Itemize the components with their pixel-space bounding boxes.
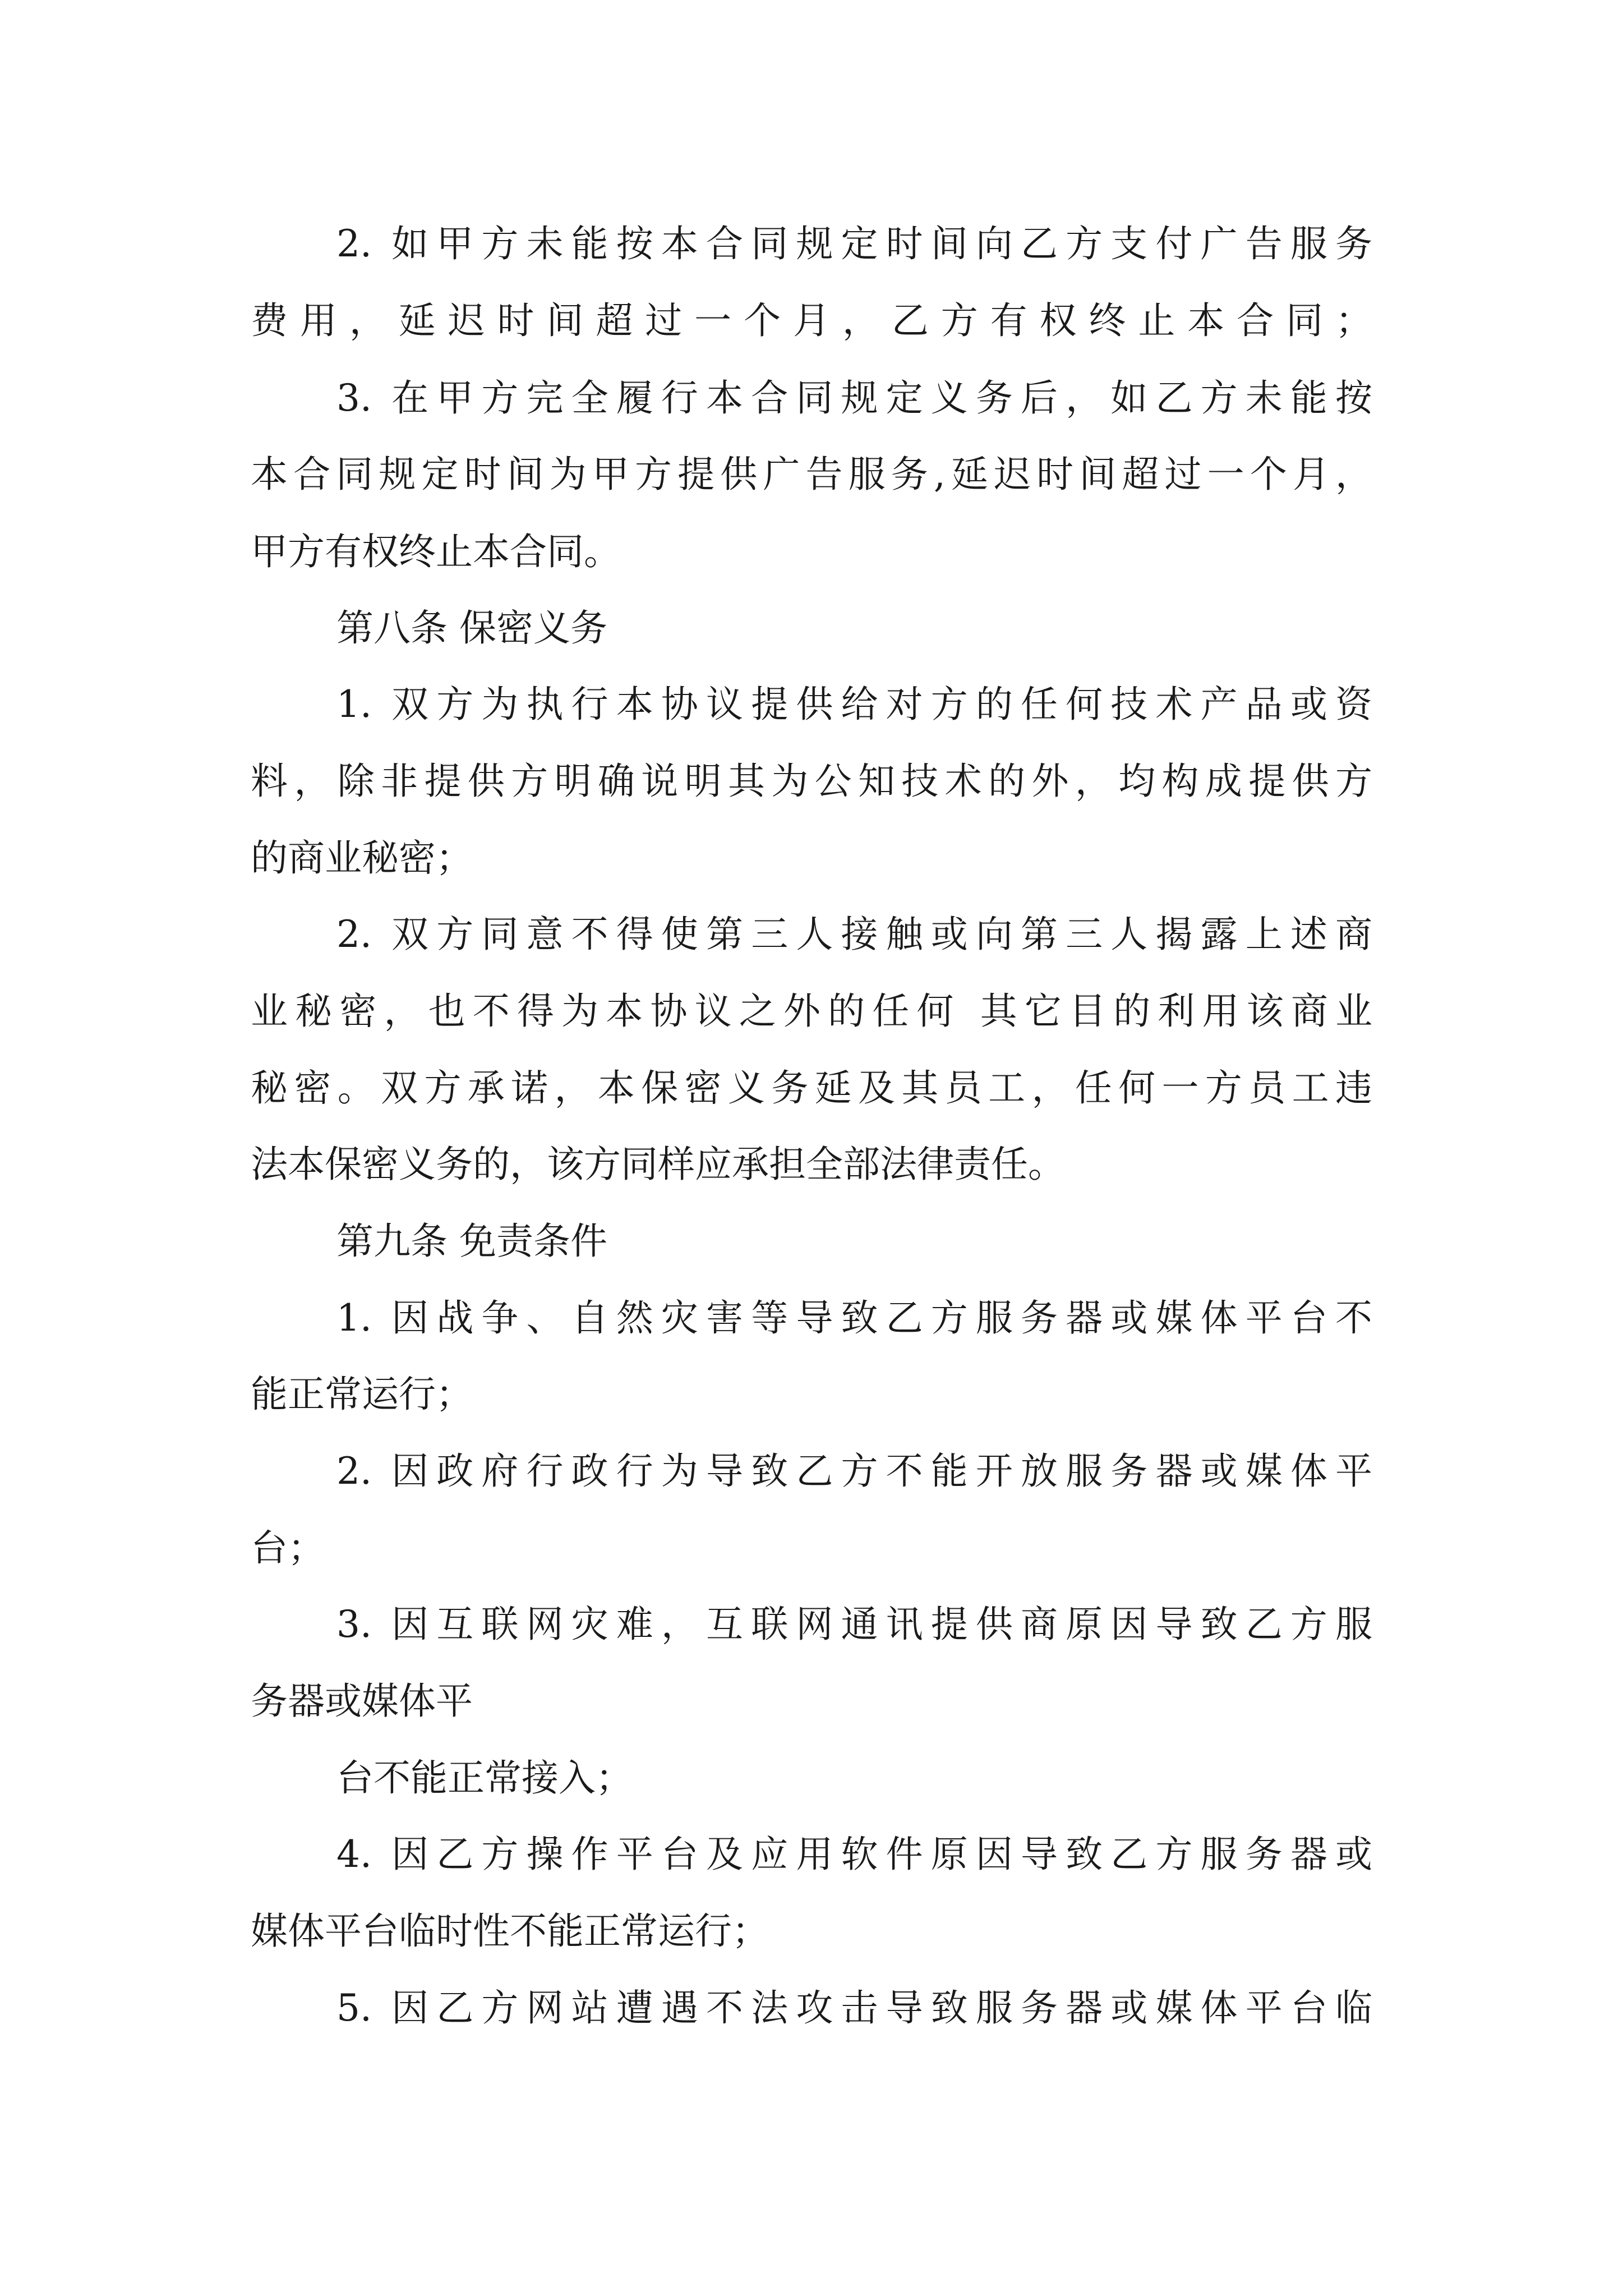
paragraph-line: 料，除非提供方明确说明其为公知技术的外，均构成提供方 <box>251 760 1372 803</box>
paragraph-line: 能正常运行； <box>251 1373 473 1416</box>
paragraph-line: 业秘密，也不得为本协议之外的任何 其它目的利用该商业 <box>251 990 1372 1033</box>
paragraph-line: 2. 因政府行政行为导致乙方不能开放服务器或媒体平 <box>336 1450 1372 1493</box>
section-heading: 第八条 保密义务 <box>336 606 607 650</box>
paragraph-line: 本合同规定时间为甲方提供广告服务,延迟时间超过一个月， <box>251 453 1372 496</box>
paragraph-line: 台； <box>251 1526 325 1570</box>
paragraph-line: 1. 因战争、自然灾害等导致乙方服务器或媒体平台不 <box>336 1296 1372 1340</box>
paragraph-line: 5. 因乙方网站遭遇不法攻击导致服务器或媒体平台临 <box>336 1986 1372 2030</box>
paragraph-line: 2. 如甲方未能按本合同规定时间向乙方支付广告服务 <box>336 222 1372 265</box>
paragraph-line: 务器或媒体平 <box>251 1680 473 1723</box>
paragraph-line: 法本保密义务的，该方同样应承担全部法律责任。 <box>251 1143 1065 1186</box>
paragraph-line: 3. 在甲方完全履行本合同规定义务后，如乙方未能按 <box>336 376 1372 420</box>
paragraph-line: 秘密。双方承诺，本保密义务延及其员工，任何一方员工违 <box>251 1066 1372 1110</box>
paragraph-line: 费用，延迟时间超过一个月，乙方有权终止本合同； <box>251 299 1372 342</box>
paragraph-line: 台不能正常接入； <box>336 1756 633 1800</box>
paragraph-line: 3. 因互联网灾难，互联网通讯提供商原因导致乙方服 <box>336 1603 1372 1646</box>
paragraph-line: 1. 双方为执行本协议提供给对方的任何技术产品或资 <box>336 683 1372 726</box>
paragraph-line: 的商业秘密； <box>251 836 473 880</box>
paragraph-line: 甲方有权终止本合同。 <box>251 530 621 573</box>
section-heading: 第九条 免责条件 <box>336 1220 607 1263</box>
paragraph-line: 2. 双方同意不得使第三人接触或向第三人揭露上述商 <box>336 913 1372 956</box>
paragraph-line: 媒体平台临时性不能正常运行； <box>251 1910 769 1953</box>
paragraph-line: 4. 因乙方操作平台及应用软件原因导致乙方服务器或 <box>336 1833 1372 1876</box>
